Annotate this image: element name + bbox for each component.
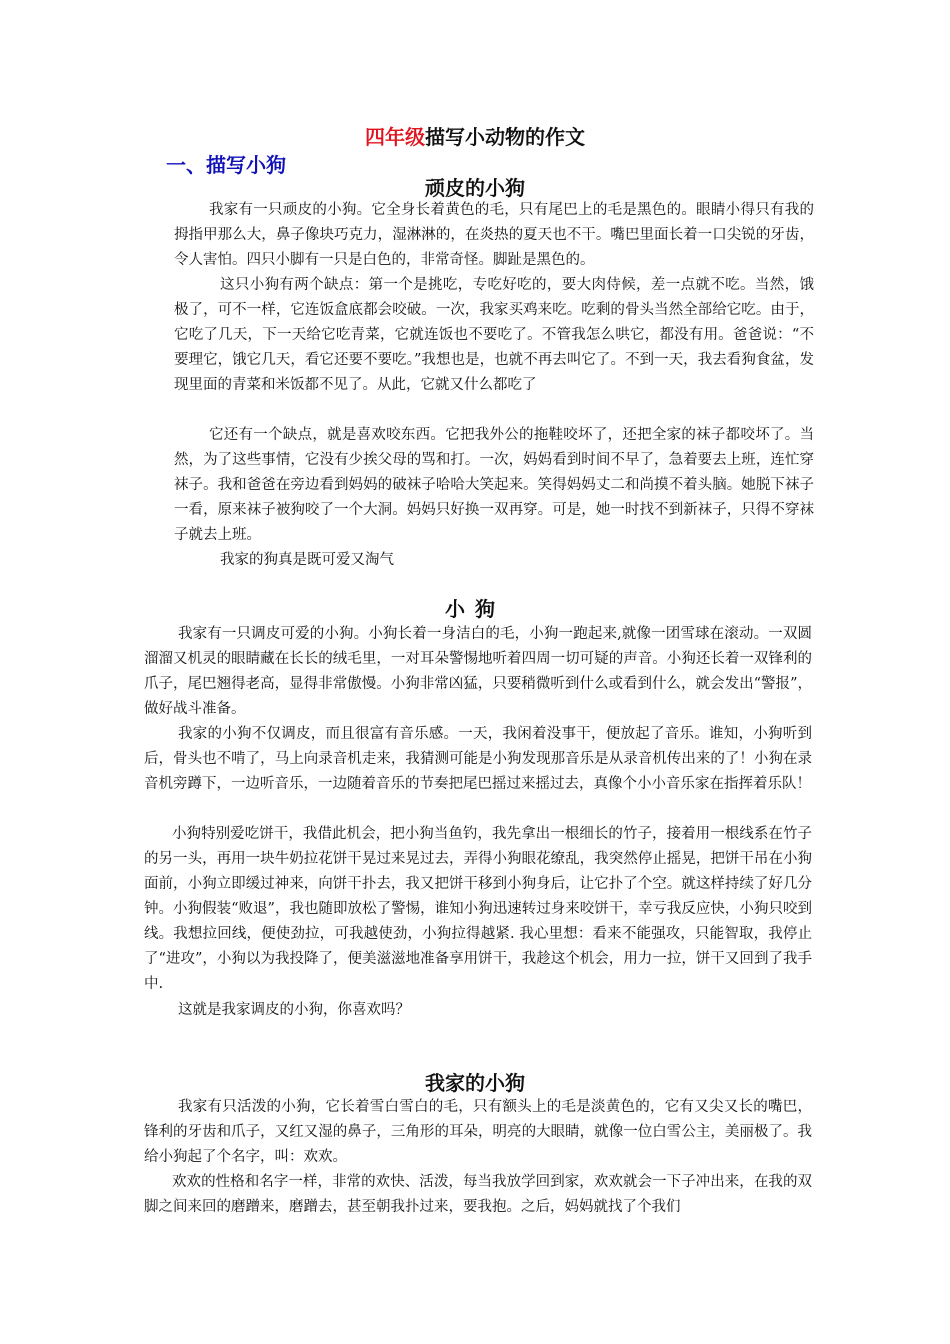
essay-2-paragraph-2: 我家的小狗不仅调皮，而且很富有音乐感。一天，我闲着没事干，便放起了音乐。谁知，小狗听到后，骨头也不啃了，马上向录音机走来，我猜测可能是小狗发现那音乐是从录音机传出来的了！小狗在录音机旁蹲下，一边听音乐，一边随着音乐的节奏把尾巴摇过来摇过去，真像个小小音乐家在指挥着乐队！ xyxy=(144,726,812,792)
essay-title-2: 小狗 xyxy=(445,597,505,621)
essay-1-paragraph-2: 这只小狗有两个缺点：第一个是挑吃，专吃好吃的，要大肉侍候，差一点就不吃。当然，饿极了，可不一样，它连饭盒底都会咬破。一次，我家买鸡来吃。吃剩的骨头当然全部给它吃。由于，它吃了几天，下一天给它吃青菜，它就连饭也不要吃了。不管我怎么哄它，都没有用。爸爸说：“不要理它，饿它几天，看它还要不要吃。”我想也是，也就不再去叫它了。不到一天，我去看狗食盆，发现里面的青菜和米饭都不见了。从此，它就又什么都吃了 xyxy=(174,277,814,393)
title-rest: 描写小动物的作文 xyxy=(425,125,585,149)
essay-3-paragraph-2: 欢欢的性格和名字一样，非常的欢快、活泼，每当我放学回到家，欢欢就会一下子冲出来，在我的双脚之间来回的磨蹭来，磨蹭去，甚至朝我扑过来，要我抱。之后，妈妈就找了个我们 xyxy=(144,1174,812,1215)
essay-1-paragraph-4: 我家的狗真是既可爱又淘气 xyxy=(220,552,394,568)
document-title xyxy=(0,122,950,152)
essay-1-paragraph-3: 它还有一个缺点，就是喜欢咬东西。它把我外公的拖鞋咬坏了，还把全家的袜子都咬坏了。当然，为了这些事情，它没有少挨父母的骂和打。一次，妈妈看到时间不早了，急着要去上班，连忙穿袜子。我和爸爸在旁边看到妈妈的破袜子哈哈大笑起来。笑得妈妈丈二和尚摸不着头脑。她脱下袜子一看，原来袜子被狗咬了一个大洞。妈妈只好换一双再穿。可是，她一时找不到新袜子，只得不穿袜子就去上班。 xyxy=(174,427,814,543)
essay-2-paragraph-4: 这就是我家调皮的小狗，你喜欢吗？ xyxy=(178,1002,410,1018)
essay-1-paragraph-1: 我家有一只顽皮的小狗。它全身长着黄色的毛，只有尾巴上的毛是黑色的。眼睛小得只有我的拇指甲那么大，鼻子像块巧克力，湿淋淋的，在炎热的夏天也不干。嘴巴里面长着一口尖锐的牙齿，令人害怕。四只小脚有一只是白色的，非常奇怪。脚趾是黑色的。 xyxy=(174,202,814,268)
essay-2-paragraph-1: 我家有一只调皮可爱的小狗。小狗长着一身洁白的毛，小狗一跑起来,就像一团雪球在滚动。一双圆溜溜又机灵的眼睛藏在长长的绒毛里，一对耳朵警惕地听着四周一切可疑的声音。小狗还长着一双锋利的爪子，尾巴翘得老高，显得非常傲慢。小狗非常凶猛，只要稍微听到什么或看到什么，就会发出“警报”，做好战斗准备。 xyxy=(144,626,812,717)
title-grade: 四年级 xyxy=(365,125,425,149)
essay-2-paragraph-3: 小狗特别爱吃饼干，我借此机会，把小狗当鱼钓，我先拿出一根细长的竹子，接着用一根线系在竹子的另一头，再用一块牛奶拉花饼干晃过来晃过去，弄得小狗眼花缭乱，我突然停止摇晃，把饼干吊在小狗面前，小狗立即缓过神来，向饼干扑去，我又把饼干移到小狗身后，让它扑了个空。就这样持续了好几分钟。小狗假装“败退”，我也随即放松了警惕，谁知小狗迅速转过身来咬饼干，幸亏我反应快，小狗只咬到线。我想拉回线，便使劲拉，可我越使劲，小狗拉得越紧. 我心里想：看来不能强攻，只能智取，我停止了“进攻”，小狗以为我投降了，便美滋滋地准备享用饼干，我趁这个机会，用力一拉，饼干又回到了我手中. xyxy=(144,826,812,992)
section-heading: 一、描写小狗 xyxy=(166,153,286,177)
essay-3-paragraph-1: 我家有只活泼的小狗，它长着雪白雪白的毛，只有额头上的毛是淡黄色的，它有又尖又长的嘴巴，锋利的牙齿和爪子，又红又湿的鼻子，三角形的耳朵，明亮的大眼睛，就像一位白雪公主，美丽极了。我给小狗起了个名字，叫：欢欢。 xyxy=(144,1099,812,1165)
essay-title-3: 我家的小狗 xyxy=(425,1071,525,1095)
essay-title-1: 顽皮的小狗 xyxy=(425,176,525,200)
